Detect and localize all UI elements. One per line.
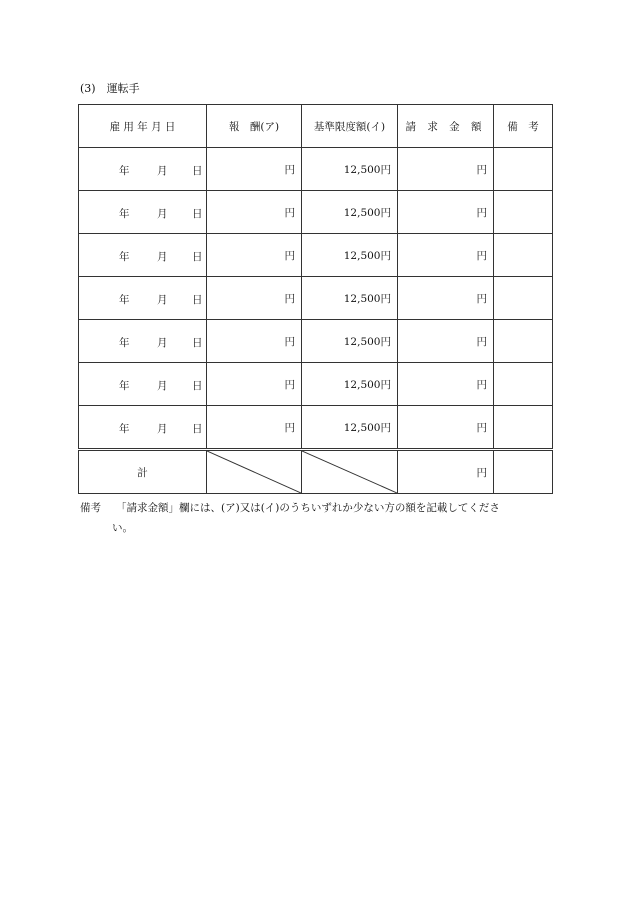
month-label: 月 — [157, 208, 168, 220]
table-row — [79, 363, 553, 406]
month-label: 月 — [157, 165, 168, 177]
total-limit-slash — [302, 450, 398, 494]
total-label: 計 — [79, 450, 207, 494]
table-row — [79, 234, 553, 277]
claim-cell[interactable]: 円 — [398, 191, 494, 234]
claim-cell[interactable]: 円 — [398, 234, 494, 277]
remarks-cell[interactable] — [494, 363, 553, 406]
remarks-cell[interactable] — [494, 320, 553, 363]
month-label: 月 — [157, 337, 168, 349]
limit-cell: 12,500円 — [302, 277, 398, 320]
day-label: 日 — [192, 337, 203, 349]
day-label: 日 — [192, 208, 203, 220]
table-row — [79, 320, 553, 363]
limit-cell: 12,500円 — [302, 234, 398, 277]
day-label: 日 — [192, 423, 203, 435]
reward-cell[interactable]: 円 — [207, 406, 302, 450]
claim-cell[interactable]: 円 — [398, 277, 494, 320]
employment-date-cell[interactable] — [79, 406, 207, 450]
total-claim: 円 — [398, 450, 494, 494]
limit-cell: 12,500円 — [302, 406, 398, 450]
employment-date-cell[interactable] — [79, 191, 207, 234]
remarks-cell[interactable] — [494, 277, 553, 320]
table-row — [79, 148, 553, 191]
section-title: 運転手 — [106, 82, 140, 95]
note-line-2: い。 — [112, 522, 133, 534]
employment-date-cell[interactable] — [79, 148, 207, 191]
total-row — [79, 450, 553, 494]
employment-date-cell[interactable] — [79, 363, 207, 406]
table-row — [79, 406, 553, 450]
header-limit: 基準限度額(イ) — [302, 105, 398, 148]
employment-date-cell[interactable] — [79, 234, 207, 277]
month-label: 月 — [157, 294, 168, 306]
limit-cell: 12,500円 — [302, 148, 398, 191]
remarks-cell[interactable] — [494, 406, 553, 450]
section-number: (3) — [80, 82, 96, 95]
reward-cell[interactable]: 円 — [207, 277, 302, 320]
remarks-cell[interactable] — [494, 148, 553, 191]
month-label: 月 — [157, 251, 168, 263]
employment-date-cell[interactable] — [79, 277, 207, 320]
day-label: 日 — [192, 165, 203, 177]
reward-cell[interactable]: 円 — [207, 234, 302, 277]
header-remarks: 備 考 — [494, 105, 553, 148]
year-label: 年 — [119, 337, 130, 349]
remarks-cell[interactable] — [494, 191, 553, 234]
year-label: 年 — [119, 380, 130, 392]
header-employment-date: 雇 用 年 月 日 — [79, 105, 207, 148]
diagonal-slash-icon — [302, 451, 397, 493]
note-line-1: 「請求金額」欄には、(ア)又は(イ)のうちいずれか少ない方の額を記載してくださ — [116, 502, 500, 514]
month-label: 月 — [157, 380, 168, 392]
claim-cell[interactable]: 円 — [398, 363, 494, 406]
total-remarks — [494, 450, 553, 494]
claim-cell[interactable]: 円 — [398, 320, 494, 363]
reward-cell[interactable]: 円 — [207, 363, 302, 406]
diagonal-slash-icon — [207, 451, 301, 493]
reward-cell[interactable]: 円 — [207, 320, 302, 363]
limit-cell: 12,500円 — [302, 320, 398, 363]
year-label: 年 — [119, 251, 130, 263]
year-label: 年 — [119, 423, 130, 435]
header-claim: 請 求 金 額 — [398, 105, 494, 148]
day-label: 日 — [192, 380, 203, 392]
table-row — [79, 277, 553, 320]
remarks-cell[interactable] — [494, 234, 553, 277]
reward-cell[interactable]: 円 — [207, 191, 302, 234]
total-reward-slash — [207, 450, 302, 494]
limit-cell: 12,500円 — [302, 191, 398, 234]
limit-cell: 12,500円 — [302, 363, 398, 406]
header-reward: 報 酬(ア) — [207, 105, 302, 148]
day-label: 日 — [192, 294, 203, 306]
section-heading — [80, 80, 140, 96]
month-label: 月 — [157, 423, 168, 435]
claim-table — [78, 104, 553, 494]
note — [80, 498, 560, 538]
employment-date-cell[interactable] — [79, 320, 207, 363]
claim-cell[interactable]: 円 — [398, 406, 494, 450]
claim-cell[interactable]: 円 — [398, 148, 494, 191]
year-label: 年 — [119, 294, 130, 306]
note-label: 備考 — [80, 502, 101, 514]
table-row — [79, 191, 553, 234]
year-label: 年 — [119, 165, 130, 177]
year-label: 年 — [119, 208, 130, 220]
header-row — [79, 105, 553, 148]
day-label: 日 — [192, 251, 203, 263]
reward-cell[interactable]: 円 — [207, 148, 302, 191]
